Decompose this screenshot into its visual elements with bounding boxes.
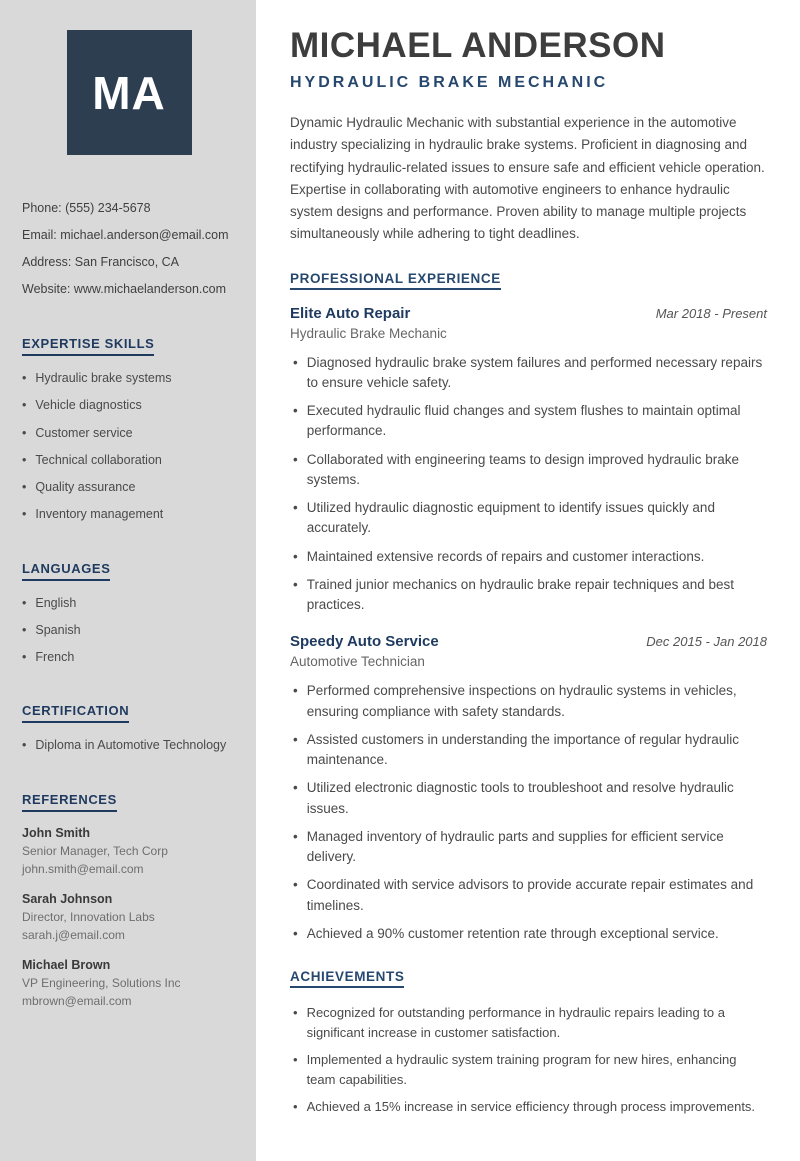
reference-email: john.smith@email.com: [22, 861, 144, 876]
job-header: [290, 633, 767, 650]
skill-label: Hydraulic brake systems: [35, 371, 172, 385]
list-item: [22, 506, 236, 522]
contact-section: [22, 201, 236, 296]
list-item: [290, 498, 767, 539]
reference-title: Director, Innovation Labs: [22, 909, 155, 924]
list-item: [22, 397, 236, 413]
bullet-icon: •: [293, 1099, 298, 1115]
bullet-text: Trained junior mechanics on hydraulic brake repair techniques and best practices.: [306, 576, 734, 613]
company-name: Elite Auto Repair: [290, 304, 411, 322]
bullet-icon: •: [22, 480, 27, 494]
bullet-icon: •: [22, 622, 27, 637]
bullet-text: Utilized hydraulic diagnostic equipment to identify issues quickly and accurately.: [306, 500, 715, 536]
languages-heading: LANGUAGES: [22, 561, 110, 581]
reference-name: John Smith: [22, 825, 91, 840]
monogram-badge: [67, 30, 192, 155]
list-item: [22, 622, 236, 638]
list-item: [290, 730, 767, 771]
list-item: [22, 425, 236, 441]
job-role: Hydraulic Brake Mechanic: [290, 325, 447, 341]
bullet-icon: •: [22, 595, 27, 610]
bullet-icon: •: [22, 371, 27, 385]
reference-entry: [22, 892, 236, 942]
reference-title: Senior Manager, Tech Corp: [22, 843, 168, 858]
sidebar: [0, 0, 256, 1161]
list-item: [290, 778, 767, 819]
contact-email: Email: michael.anderson@email.com: [22, 228, 229, 242]
list-item: [290, 353, 767, 394]
job-role: Automotive Technician: [290, 654, 425, 670]
list-item: [22, 452, 236, 468]
bullet-icon: •: [293, 780, 298, 796]
list-item: [22, 595, 236, 611]
reference-entry: [22, 826, 236, 876]
contact-address: Address: San Francisco, CA: [22, 255, 180, 269]
list-item: [290, 875, 767, 916]
list-item: [290, 575, 767, 616]
list-item: [290, 1050, 767, 1089]
candidate-title: HYDRAULIC BRAKE MECHANIC: [290, 74, 609, 91]
list-item: [22, 737, 236, 753]
bullet-text: Coordinated with service advisors to provide accurate repair estimates and timelines.: [306, 877, 754, 913]
bullet-icon: •: [293, 548, 298, 564]
skill-label: Technical collaboration: [35, 452, 162, 467]
list-item: [290, 924, 767, 944]
reference-name: Michael Brown: [22, 957, 111, 972]
bullet-text: Diagnosed hydraulic brake system failures and performed necessary repairs to ensure vehicle safety.: [306, 354, 763, 390]
bullet-icon: •: [22, 650, 27, 664]
bullet-text: Assisted customers in understanding the importance of regular hydraulic maintenance.: [306, 731, 739, 768]
reference-email: sarah.j@email.com: [22, 927, 125, 942]
bullet-icon: •: [293, 828, 298, 844]
bullet-text: Utilized electronic diagnostic tools to troubleshoot and resolve hydraulic issues.: [306, 780, 734, 816]
summary-paragraph: Dynamic Hydraulic Mechanic with substantial experience in the automotive industry specializing in hydraulic brake systems. Proficient in diagnosing and rectifying hydraulic-related issues to ensure safe and efficient vehicle operation. Expertise in collaborating with automotive engineers to enhance hydraulic system designs and performance. Proven ability to manage multiple projects simultaneously while adhering to tight deadlines.: [290, 115, 765, 242]
achievement-text: Achieved a 15% increase in service efficiency through process improvements.: [306, 1099, 756, 1115]
list-item: [290, 681, 767, 722]
job-bullets: [290, 353, 767, 616]
bullet-icon: •: [293, 925, 298, 941]
bullet-icon: •: [293, 354, 298, 370]
list-item: [290, 1003, 767, 1042]
skills-section: [22, 309, 236, 523]
bullet-icon: •: [293, 576, 298, 592]
language-label: English: [35, 595, 77, 610]
certification-list: [22, 737, 236, 753]
monogram-initials: MA: [92, 66, 166, 119]
list-item: [290, 1097, 767, 1117]
skill-label: Customer service: [35, 425, 133, 440]
achievement-text: Implemented a hydraulic system training program for new hires, enhancing team capabilities.: [306, 1052, 737, 1087]
list-item: [290, 547, 767, 567]
certification-section: [22, 676, 236, 753]
certification-heading: CERTIFICATION: [22, 703, 129, 723]
bullet-text: Achieved a 90% customer retention rate through exceptional service.: [306, 925, 719, 941]
bullet-icon: •: [22, 452, 27, 467]
languages-list: [22, 595, 236, 666]
bullet-icon: •: [293, 451, 298, 467]
list-item: [290, 401, 767, 442]
bullet-icon: •: [22, 738, 27, 753]
contact-phone: Phone: (555) 234-5678: [22, 201, 151, 215]
bullet-icon: •: [293, 403, 298, 419]
bullet-icon: •: [22, 425, 27, 440]
company-name: Speedy Auto Service: [290, 633, 439, 651]
list-item: [22, 649, 236, 665]
skill-label: Vehicle diagnostics: [35, 398, 142, 413]
job-dates: Dec 2015 - Jan 2018: [646, 634, 767, 650]
bullet-text: Managed inventory of hydraulic parts and supplies for efficient service delivery.: [306, 828, 724, 865]
job-entry: [290, 305, 767, 616]
experience-heading: PROFESSIONAL EXPERIENCE: [290, 271, 501, 290]
skill-label: Inventory management: [35, 507, 164, 522]
language-label: French: [35, 650, 75, 664]
achievements-heading: ACHIEVEMENTS: [290, 969, 404, 988]
bullet-icon: •: [293, 1052, 298, 1068]
bullet-icon: •: [293, 683, 298, 699]
contact-website: Website: www.michaelanderson.com: [22, 282, 227, 296]
language-label: Spanish: [35, 622, 81, 637]
bullet-icon: •: [293, 731, 298, 747]
languages-section: [22, 534, 236, 666]
job-entry: [290, 633, 767, 944]
bullet-icon: •: [293, 1005, 298, 1021]
reference-name: Sarah Johnson: [22, 891, 113, 906]
certification-label: Diploma in Automotive Technology: [35, 738, 227, 753]
achievements-section: [290, 968, 767, 1117]
main-content: [256, 0, 800, 1161]
bullet-text: Performed comprehensive inspections on hydraulic systems in vehicles, ensuring compliance with safety standards.: [306, 683, 737, 719]
skills-list: [22, 370, 236, 523]
job-header: [290, 305, 767, 322]
references-heading: REFERENCES: [22, 792, 117, 812]
job-dates: Mar 2018 - Present: [655, 305, 767, 321]
bullet-text: Executed hydraulic fluid changes and system flushes to maintain optimal performance.: [306, 403, 741, 439]
achievement-text: Recognized for outstanding performance in hydraulic repairs leading to a significant increase in customer satisfaction.: [306, 1005, 725, 1040]
skills-heading: EXPERTISE SKILLS: [22, 336, 154, 356]
bullet-icon: •: [293, 500, 298, 516]
bullet-text: Maintained extensive records of repairs and customer interactions.: [306, 548, 705, 564]
list-item: [290, 827, 767, 868]
list-item: [22, 479, 236, 495]
bullet-icon: •: [22, 398, 27, 413]
job-bullets: [290, 681, 767, 944]
reference-email: mbrown@email.com: [22, 993, 132, 1008]
references-section: [22, 765, 236, 1008]
experience-section: [290, 270, 767, 945]
skill-label: Quality assurance: [35, 480, 136, 494]
reference-entry: [22, 958, 236, 1008]
bullet-icon: •: [22, 507, 27, 522]
list-item: [290, 450, 767, 491]
bullet-text: Collaborated with engineering teams to design improved hydraulic brake systems.: [306, 451, 739, 487]
reference-title: VP Engineering, Solutions Inc: [22, 975, 181, 990]
list-item: [22, 370, 236, 386]
achievements-list: [290, 1003, 767, 1117]
candidate-name: MICHAEL ANDERSON: [290, 26, 666, 65]
bullet-icon: •: [293, 877, 298, 893]
